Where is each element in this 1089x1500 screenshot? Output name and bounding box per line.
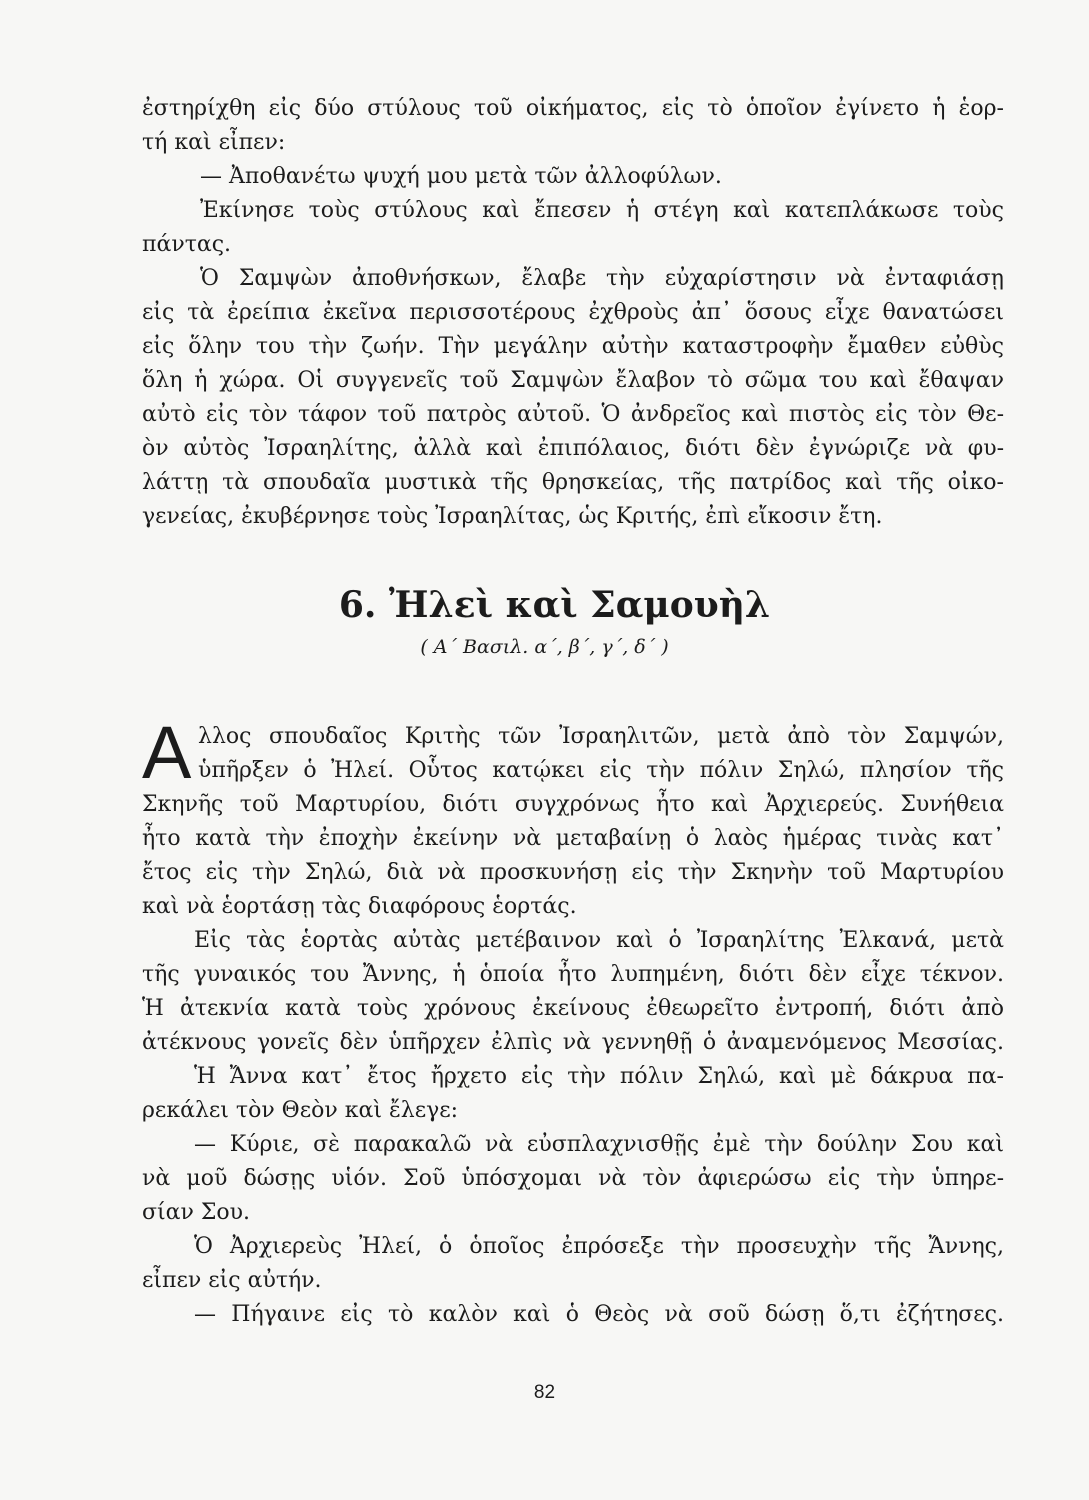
text-line: ἐστηρίχθη εἰς δύο στύλους τοῦ οἰκήματος, εἰς τὸ ὁποῖον ἐγίνετο ἡ ἑορ- [142, 96, 1004, 121]
text-line: ἀτέκνους γονεῖς δὲν ὑπῆρχεν ἐλπὶς νὰ γεννηθῇ ὁ ἀναμενόμενος Μεσσίας. [142, 1030, 1004, 1055]
text-line: λλος σπουδαῖος Κριτὴς τῶν Ἰσραηλιτῶν, μετὰ ἀπὸ τὸν Σαμψών, [198, 724, 1004, 749]
text-line: εἰς τὰ ἐρείπια ἐκεῖνα περισσοτέρους ἐχθροὺς ἀπ᾽ ὅσους εἶχε θανατώσει [142, 300, 1004, 325]
opening-paragraph [142, 711, 1004, 794]
text-line: — Κύριε, σὲ παρακαλῶ νὰ εὐσπλαχνισθῇς ἐμὲ τὴν δούλην Σου καὶ [194, 1132, 1004, 1157]
text-line: νὰ μοῦ δώσῃς υἱόν. Σοῦ ὑπόσχομαι νὰ τὸν ἀφιερώσω εἰς τὴν ὑπηρε- [142, 1166, 1004, 1191]
text-line: ὑπῆρξεν ὁ Ἠλεί. Οὗτος κατῴκει εἰς τὴν πόλιν Σηλώ, πλησίον τῆς [198, 758, 1004, 783]
text-line: Ἡ Ἄννα κατ᾽ ἔτος ἤρχετο εἰς τὴν πόλιν Σηλώ, καὶ μὲ δάκρυα πα- [194, 1064, 1004, 1089]
text-line: ὸν αὐτὸς Ἰσραηλίτης, ἀλλὰ καὶ ἐπιπόλαιος, διότι δὲν ἐγνώριζε νὰ φυ- [142, 436, 1004, 461]
scripture-reference: ( Α΄ Βασιλ. α΄, β΄, γ΄, δ΄ ) [420, 636, 669, 658]
drop-cap: Α [142, 711, 192, 794]
section-eli-samuel [142, 711, 1004, 1332]
text-line: Σκηνῆς τοῦ Μαρτυρίου, διότι συγχρόνως ἦτο καὶ Ἀρχιερεύς. Συνήθεια [142, 792, 1004, 817]
text-line: τῆς γυναικός του Ἄννης, ἡ ὁποία ἦτο λυπημένη, διότι δὲν εἶχε τέκνον. [142, 962, 1004, 987]
text-line: καὶ νὰ ἑορτάσῃ τὰς διαφόρους ἑορτάς. [142, 894, 577, 919]
text-line: — Πήγαινε εἰς τὸ καλὸν καὶ ὁ Θεὸς νὰ σοῦ δώσῃ ὅ,τι ἐζήτησες. [194, 1302, 1004, 1327]
text-line: Ὁ Ἀρχιερεὺς Ἠλεί, ὁ ὁποῖος ἐπρόσεξε τὴν προσευχὴν τῆς Ἄννης, [194, 1234, 1004, 1259]
text-line: Ἐκίνησε τοὺς στύλους καὶ ἔπεσεν ἡ στέγη καὶ κατεπλάκωσε τοὺς [200, 198, 1004, 223]
text-line: ἦτο κατὰ τὴν ἐποχὴν ἐκείνην νὰ μεταβαίνῃ ὁ λαὸς ἡμέρας τινὰς κατ᾽ [142, 826, 1004, 851]
text-line: σίαν Σου. [142, 1200, 251, 1225]
text-line: ρεκάλει τὸν Θεὸν καὶ ἔλεγε: [142, 1098, 459, 1123]
text-line: Ἡ ἀτεκνία κατὰ τοὺς χρόνους ἐκείνους ἐθεωρεῖτο ἐντροπή, διότι ἀπὸ [142, 996, 1004, 1021]
text-line: γενείας, ἐκυβέρνησε τοὺς Ἰσραηλίτας, ὡς Κριτής, ἐπὶ εἴκοσιν ἔτη. [142, 504, 883, 529]
text-line: Εἰς τὰς ἑορτὰς αὐτὰς μετέβαινον καὶ ὁ Ἰσραηλίτης Ἐλκανά, μετὰ [194, 928, 1004, 953]
text-line: — Ἀποθανέτω ψυχή μου μετὰ τῶν ἀλλοφύλων. [200, 164, 722, 189]
text-line: αὐτὸ εἰς τὸν τάφον τοῦ πατρὸς αὐτοῦ. Ὁ ἀνδρεῖος καὶ πιστὸς εἰς τὸν Θε- [142, 402, 1004, 427]
text-line: εἰς ὅλην του τὴν ζωήν. Τὴν μεγάλην αὐτὴν καταστροφὴν ἔμαθεν εὐθὺς [142, 334, 1004, 359]
text-line: λάττῃ τὰ σπουδαῖα μυστικὰ τῆς θρησκείας, τῆς πατρίδος καὶ τῆς οἰκο- [142, 470, 1004, 495]
chapter-title: 6. Ἠλεὶ καὶ Σαμουὴλ [338, 584, 771, 626]
text-line: Ὁ Σαμψὼν ἀποθνήσκων, ἔλαβε τὴν εὐχαρίστησιν νὰ ἐνταφιάσῃ [200, 266, 1004, 291]
text-line: τή καὶ εἶπεν: [142, 130, 286, 155]
text-line: εἶπεν εἰς αὐτήν. [142, 1268, 322, 1293]
text-line: ἔτος εἰς τὴν Σηλώ, διὰ νὰ προσκυνήσῃ εἰς τὴν Σκηνὴν τοῦ Μαρτυρίου [142, 860, 1004, 885]
page-number: 82 [533, 1382, 556, 1403]
text-line: ὅλη ἡ χώρα. Οἱ συγγενεῖς τοῦ Σαμψὼν ἔλαβον τὸ σῶμα του καὶ ἔθαψαν [142, 368, 1004, 393]
text-line: πάντας. [142, 232, 232, 257]
section-samson-ending [142, 92, 1004, 534]
